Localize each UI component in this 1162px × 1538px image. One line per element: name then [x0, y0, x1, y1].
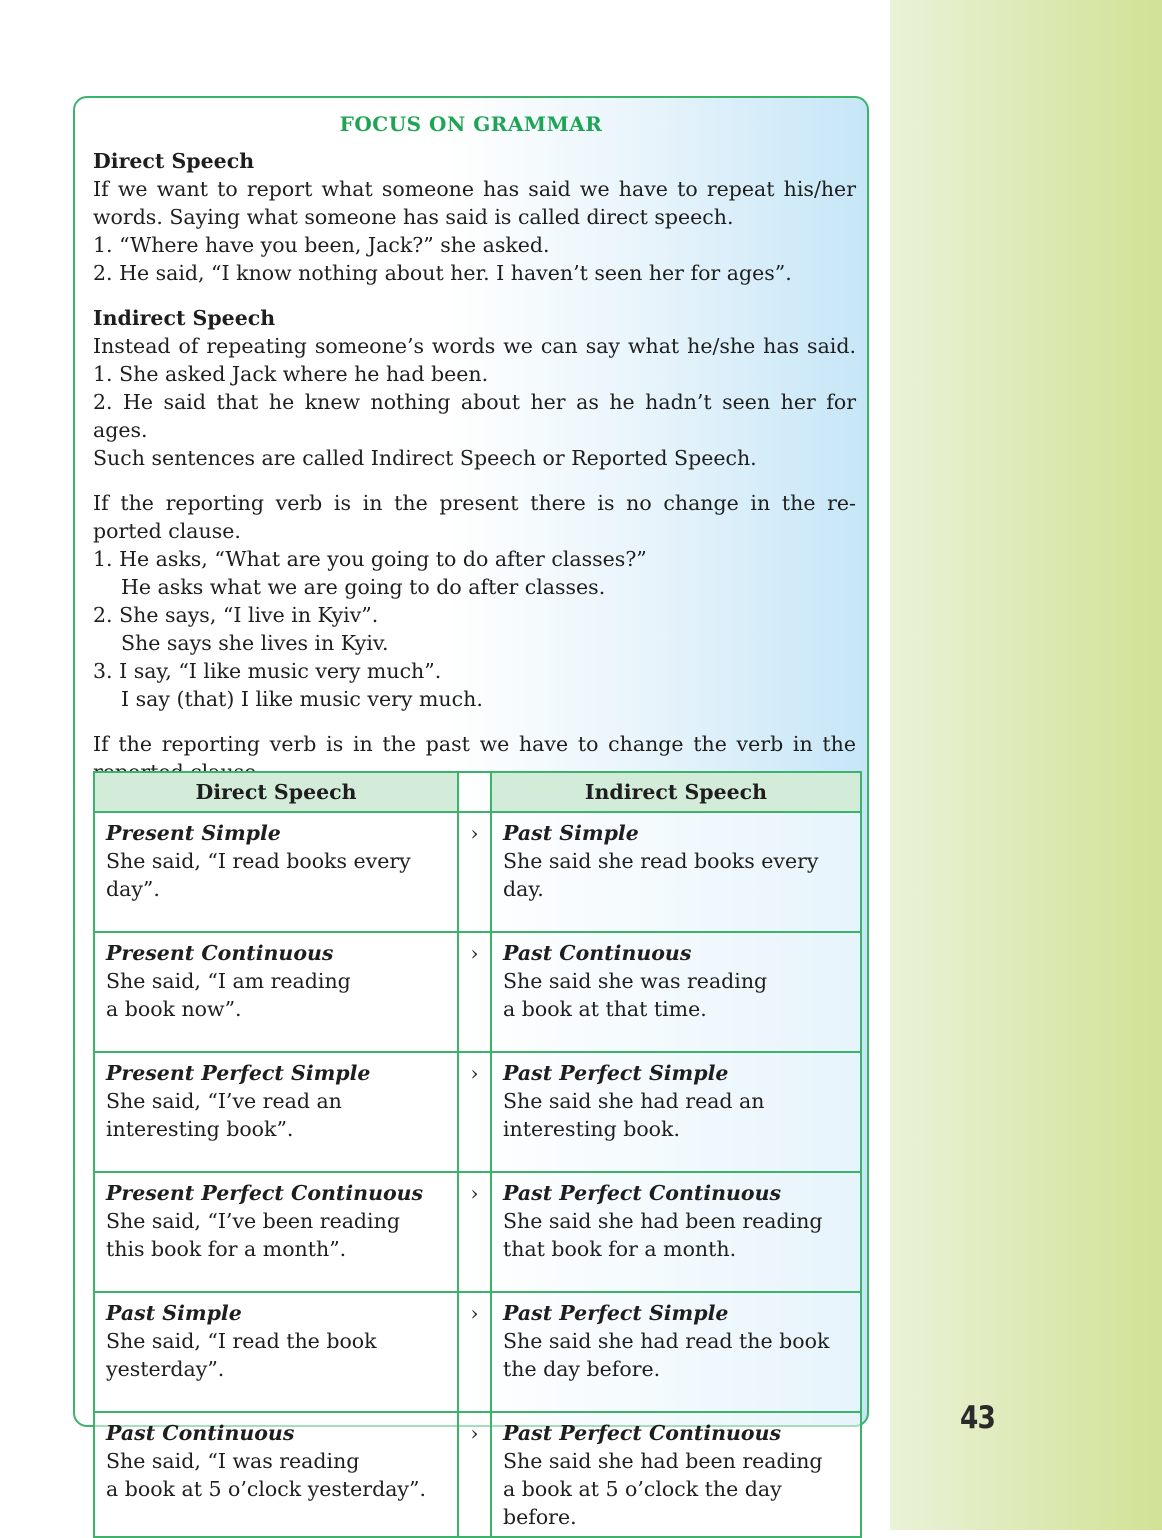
arrow-icon: › — [458, 812, 491, 932]
header-direct-speech: Direct Speech — [94, 772, 458, 812]
indirect-speech-example-2: 2. He said that he knew nothing about her as he hadn’t seen her for ages. — [93, 390, 856, 442]
direct-speech-text-1: If we want to report what someone has said we have to repeat his/her — [93, 177, 856, 201]
direct-example-line: She said, “I read books every — [106, 849, 411, 873]
direct-tense: Present Perfect Simple — [106, 1061, 371, 1085]
direct-cell — [94, 812, 458, 932]
present-example-2-direct: 2. She says, “I live in Kyiv”. — [93, 603, 379, 627]
present-rule-text-1: If the reporting verb is in the present there is no change in the re- — [93, 491, 856, 515]
indirect-example-line: a book at that time. — [503, 997, 707, 1021]
indirect-example-line: She said she read books every — [503, 849, 819, 873]
table-row — [94, 1172, 861, 1292]
grammar-text — [93, 147, 856, 786]
indirect-example-line: interesting book. — [503, 1117, 680, 1141]
arrow-icon: › — [458, 1292, 491, 1412]
arrow-icon: › — [458, 1172, 491, 1292]
arrow-icon: › — [458, 932, 491, 1052]
table-row — [94, 1292, 861, 1412]
direct-cell — [94, 932, 458, 1052]
arrow-icon: › — [458, 1052, 491, 1172]
direct-speech-heading: Direct Speech — [93, 149, 255, 173]
direct-example-line: yesterday”. — [106, 1357, 225, 1381]
indirect-example-line: the day before. — [503, 1357, 661, 1381]
indirect-example-line: She said she had been reading — [503, 1209, 823, 1233]
indirect-cell — [491, 932, 861, 1052]
table-row — [94, 932, 861, 1052]
focus-on-grammar-box — [73, 96, 869, 1529]
present-example-1-reported: He asks what we are going to do after classes. — [121, 575, 606, 599]
indirect-tense: Past Perfect Continuous — [503, 1421, 782, 1445]
indirect-cell — [491, 1052, 861, 1172]
direct-cell — [94, 1172, 458, 1292]
direct-example-line: She said, “I was reading — [106, 1449, 360, 1473]
header-spacer — [458, 772, 491, 812]
direct-example-line: day”. — [106, 877, 160, 901]
direct-cell — [94, 1292, 458, 1412]
direct-tense: Present Perfect Continuous — [106, 1181, 424, 1205]
indirect-speech-text-2: Such sentences are called Indirect Speech or Reported Speech. — [93, 446, 757, 470]
table-row — [94, 812, 861, 932]
indirect-tense: Past Continuous — [503, 941, 692, 965]
direct-cell — [94, 1412, 458, 1537]
present-example-2-reported: She says she lives in Kyiv. — [121, 631, 389, 655]
direct-example-line: She said, “I’ve read an — [106, 1089, 342, 1113]
present-rule-text-2: ported clause. — [93, 519, 241, 543]
indirect-cell — [491, 1412, 861, 1537]
indirect-example-line: day. — [503, 877, 544, 901]
direct-example-line: this book for a month”. — [106, 1237, 347, 1261]
indirect-speech-text-1: Instead of repeating someone’s words we can say what he/she has said. — [93, 334, 856, 358]
indirect-example-line: She said she had read the book — [503, 1329, 830, 1353]
header-indirect-speech: Indirect Speech — [491, 772, 861, 812]
direct-cell — [94, 1052, 458, 1172]
direct-example-line: She said, “I’ve been reading — [106, 1209, 400, 1233]
present-example-3-reported: I say (that) I like music very much. — [121, 687, 483, 711]
table-header-row — [94, 772, 861, 812]
direct-tense: Past Simple — [106, 1301, 242, 1325]
indirect-example-line: She said she was reading — [503, 969, 768, 993]
arrow-icon: › — [458, 1412, 491, 1537]
indirect-cell — [491, 1292, 861, 1412]
speech-table — [93, 771, 862, 1538]
table-row — [94, 1052, 861, 1172]
past-rule-text-1: If the reporting verb is in the past we have to change the verb in the — [93, 732, 856, 756]
present-example-3-direct: 3. I say, “I like music very much”. — [93, 659, 442, 683]
table-row — [94, 1412, 861, 1537]
indirect-tense: Past Perfect Simple — [503, 1301, 729, 1325]
direct-speech-example-2: 2. He said, “I know nothing about her. I haven’t seen her for ages”. — [93, 261, 792, 285]
present-example-1-direct: 1. He asks, “What are you going to do after classes?” — [93, 547, 647, 571]
direct-example-line: She said, “I am reading — [106, 969, 351, 993]
indirect-tense: Past Perfect Simple — [503, 1061, 729, 1085]
indirect-example-line: before. — [503, 1505, 577, 1529]
direct-example-line: a book at 5 o’clock yesterday”. — [106, 1477, 427, 1501]
direct-example-line: interesting book”. — [106, 1117, 294, 1141]
direct-tense: Present Simple — [106, 821, 281, 845]
page-side-strip — [890, 0, 1162, 1530]
indirect-speech-heading: Indirect Speech — [93, 306, 276, 330]
direct-example-line: She said, “I read the book — [106, 1329, 377, 1353]
direct-tense: Present Continuous — [106, 941, 334, 965]
indirect-example-line: She said she had been reading — [503, 1449, 823, 1473]
indirect-cell — [491, 812, 861, 932]
direct-tense: Past Continuous — [106, 1421, 295, 1445]
page-number: 43 — [960, 1400, 995, 1436]
indirect-cell — [491, 1172, 861, 1292]
indirect-example-line: She said she had read an — [503, 1089, 765, 1113]
indirect-tense: Past Perfect Continuous — [503, 1181, 782, 1205]
direct-speech-example-1: 1. “Where have you been, Jack?” she asked. — [93, 233, 550, 257]
indirect-tense: Past Simple — [503, 821, 639, 845]
box-title: FOCUS ON GRAMMAR — [339, 112, 603, 136]
indirect-example-line: a book at 5 o’clock the day — [503, 1477, 782, 1501]
direct-example-line: a book now”. — [106, 997, 242, 1021]
indirect-example-line: that book for a month. — [503, 1237, 737, 1261]
indirect-speech-example-1: 1. She asked Jack where he had been. — [93, 362, 489, 386]
direct-speech-text-2: words. Saying what someone has said is called direct speech. — [93, 205, 734, 229]
